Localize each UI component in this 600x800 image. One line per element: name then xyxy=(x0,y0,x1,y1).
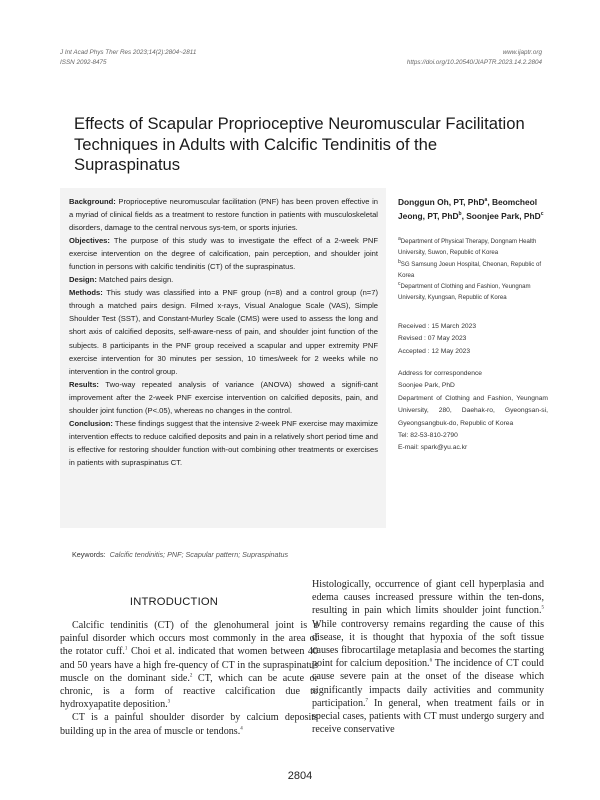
methods-label: Methods: xyxy=(69,288,103,298)
affiliation-b-text: SG Samsung Joeun Hospital, Cheonan, Republic of Korea xyxy=(398,260,542,279)
intro-p1-text-c: CT, which can be acute or chronic, is a form of reactive calcification due to hydroxyapatite deposition. xyxy=(60,672,318,711)
citation-ref[interactable]: 1 xyxy=(124,647,128,653)
doi-link[interactable]: https://doi.org/10.20540/JIAPTR.2023.14.2.2804 xyxy=(406,59,542,66)
correspondence-name: Soonjee Park, PhD xyxy=(398,382,455,390)
design-label: Design: xyxy=(69,275,97,285)
correspondence-block xyxy=(398,368,548,455)
abstract-background xyxy=(69,195,378,234)
abstract-methods xyxy=(69,286,378,377)
keywords-text: Calcific tendinitis; PNF; Scapular pattern; Supraspinatus xyxy=(109,550,289,559)
affiliation-c-text: Department of Clothing and Fashion, Yeungnam University, Kyungsan, Republic of Korea xyxy=(398,283,531,302)
running-header-right xyxy=(330,48,542,68)
journal-citation: J Int Acad Phys Ther Res 2023;14(2):2804~2811 xyxy=(60,49,197,56)
correspondence-phone: Tel: 82-53-810-2790 xyxy=(398,432,458,440)
citation-ref[interactable]: 4 xyxy=(240,726,243,732)
intro-paragraph-3 xyxy=(312,578,544,736)
affiliation-c-mark: c xyxy=(398,281,401,288)
running-header-left xyxy=(60,48,300,68)
received-date: Received : 15 March 2023 xyxy=(398,323,477,330)
body-column-left xyxy=(60,619,318,738)
keywords-label: Keywords: xyxy=(72,550,106,559)
intro-p3-text-b: While controversy remains regarding the cause of this disease, it is thought that hypoxia of the soft tissue causes fibrocartilage metaplasia and becomes the starting point for calcium deposition. xyxy=(312,618,544,670)
intro-paragraph-2 xyxy=(60,711,318,737)
affiliation-a xyxy=(398,236,548,259)
abstract-conclusion xyxy=(69,417,378,469)
citation-ref[interactable]: 5 xyxy=(541,606,544,612)
journal-website-link[interactable]: www.ijaptr.org xyxy=(502,49,542,56)
intro-p1-text-b: Choi et al. indicated that women between 40 and 50 years have a high fre-quency of CT in the supraspinatus muscle on the dominant side. xyxy=(60,646,318,684)
section-heading-introduction: INTRODUCTION xyxy=(129,596,219,608)
article-title: Effects of Scapular Proprioceptive Neuromuscular Facilitation Techniques in Adults with Calcific Tendinitis of the Supraspinatus xyxy=(74,114,525,174)
citation-ref[interactable]: 3 xyxy=(167,699,171,705)
author-list: Donggun Oh, PT, PhD$^a$, Beomcheol Jeong, PT, PhD$^b$, Soonjee Park, PhD$^c$ xyxy=(398,197,544,221)
citation-ref[interactable]: 7 xyxy=(365,698,369,704)
results-label: Results: xyxy=(69,379,99,389)
issn: ISSN 2092-8475 xyxy=(60,59,107,66)
abstract xyxy=(69,195,378,469)
results-text: Two-way repeated analysis of variance (ANOVA) showed a signifi-cant improvement after the 2-week PNF exercise intervention on calcified deposits, pain, and shoulder joint function (P<.05), whereas no changes in the control. xyxy=(69,379,378,415)
background-text: Proprioceptive neuromuscular facilitation (PNF) has been proven effective in a myriad of clinical fields as a treatment to restore function in patients with musculoskeletal disorders, damage to the central nervous sys-tem, or sports injuries. xyxy=(69,197,378,233)
correspondence-heading: Address for correspondence xyxy=(398,370,483,377)
author-2-affil-mark: b xyxy=(458,210,462,217)
affiliation-a-mark: a xyxy=(398,235,401,242)
intro-p1-text-a: Calcific tendinitis (CT) of the glenohumeral joint is a painful disorder which occurs most commonly in the area of the rotator cuff. xyxy=(60,620,318,658)
body-column-right xyxy=(312,578,544,736)
intro-p3-text-a: Histologically, occurrence of giant cell hyperplasia and edema causes increased pressure within the ten-dons, resulting in pain which limits shoulder joint function. xyxy=(312,579,544,617)
keywords-line xyxy=(72,550,532,559)
background-label: Background: xyxy=(69,197,116,206)
author-2: Beomcheol Jeong, PT, PhD xyxy=(398,197,538,221)
submission-dates xyxy=(398,321,548,358)
abstract-objectives xyxy=(69,234,378,273)
methods-text: This study was classified into a PNF group (n=8) and a control group (n=7) through a matched pairs design. Filmed x-rays, Visual Analogue Scale (VAS), Simple Shoulder Test (SST), and Constant-Murley Scale (CMS) were used to assess the long and short axis of calcified deposits, self-aware-ness of pain, and shoulder joint function of the subjects. 8 participants in the PNF group received a scapular and upper extremity PNF exercise intervention for 30 minutes per session, 10 times/week for 2 weeks while no intervention in the control group. xyxy=(69,288,378,376)
author-3-affil-mark: c xyxy=(540,210,544,217)
accepted-date: Accepted : 12 May 2023 xyxy=(398,347,471,355)
objectives-text: The purpose of this study was to investigate the effect of a 2-week PNF exercise intervention on the degree of calcification, pain perception, and shoulder joint function in persons with calcific tendinitis (CT) of the supraspinatus. xyxy=(69,236,378,272)
author-1-affil-mark: a xyxy=(484,197,488,204)
intro-paragraph-1 xyxy=(60,619,318,711)
design-text: Matched pairs design. xyxy=(98,275,174,285)
correspondence-address: Department of Clothing and Fashion, Yeungnam University, 280, Daehak-ro, Gyeongsan-si, Gyeongsangbuk-do, Republic of Korea xyxy=(398,394,548,427)
author-3: Soonjee Park, PhD xyxy=(466,210,541,221)
affiliation-a-text: Department of Physical Therapy, Dongnam Health University, Suwon, Republic of Korea xyxy=(398,238,537,257)
affiliation-b xyxy=(398,259,548,282)
affiliation-b-mark: b xyxy=(398,258,401,265)
intro-p3-text-c: The incidence of CT could cause severe pain at the onset of the disease which significantly impacts daily activities and community participation. xyxy=(312,658,544,709)
conclusion-label: Conclusion: xyxy=(69,418,113,428)
author-1: Donggun Oh, PT, PhD xyxy=(398,197,485,207)
abstract-design xyxy=(69,273,378,286)
affiliation-list xyxy=(398,236,548,304)
affiliation-c xyxy=(398,281,548,304)
conclusion-text: These findings suggest that the intensive 2-week PNF exercise may maximize intervention effects to reduce calcified deposits and pain in a relatively short period time and is effective for restoring shoulder function with-out combining other treatments or exercises in patients with supraspinatus CT. xyxy=(69,418,378,467)
intro-p2-text: CT is a painful shoulder disorder by calcium deposits building up in the area of muscle or tendons. xyxy=(60,712,318,737)
objectives-label: Objectives: xyxy=(69,236,110,246)
revised-date: Revised : 07 May 2023 xyxy=(398,335,467,343)
abstract-results xyxy=(69,378,378,417)
citation-ref[interactable]: 6 xyxy=(429,658,433,664)
correspondence-email[interactable]: E-mail: spark@yu.ac.kr xyxy=(398,444,468,452)
intro-p3-text-d: In general, when treatment fails or in special cases, patients with CT must undergo surgery and receive conservative xyxy=(312,697,544,736)
citation-ref[interactable]: 2 xyxy=(189,673,193,679)
page-number: 2804 xyxy=(287,770,313,782)
